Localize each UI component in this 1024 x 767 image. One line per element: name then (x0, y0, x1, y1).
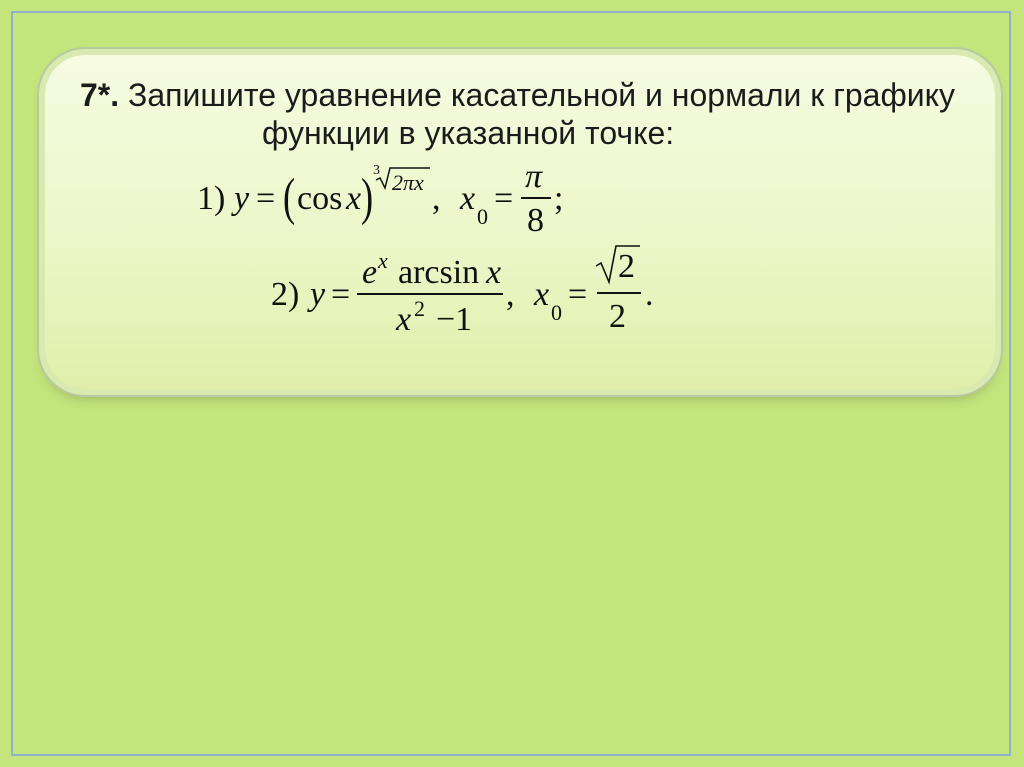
item2-fraction2-denominator: 2 (609, 298, 626, 335)
item1-root-body: 2πx (392, 170, 424, 195)
item1-fraction-numerator: π (525, 158, 543, 195)
task-heading-line2 (262, 114, 674, 152)
item2-label: 2) (271, 276, 300, 313)
item1-equals2: = (494, 180, 514, 217)
item2-comma: , (506, 276, 515, 313)
item2-den-rest: −1 (436, 301, 473, 338)
item1-equals: = (256, 180, 276, 217)
item2-num-e-sup: x (378, 248, 388, 273)
item1-x0-sub: 0 (477, 204, 488, 229)
item2-equals: = (331, 276, 351, 313)
item1-y: y (234, 180, 250, 217)
item1-fraction-line (521, 197, 551, 199)
task-text-line2: функции в указанной точке: (262, 115, 675, 151)
item2-equals2: = (568, 276, 588, 313)
item1-fraction-denominator: 8 (527, 202, 544, 239)
item2-fraction-line (357, 293, 503, 295)
task-number: 7*. (80, 77, 120, 113)
item1-comma: , (432, 180, 441, 217)
item2-den-sup: 2 (414, 296, 425, 321)
item1-root-index: 3 (373, 163, 380, 178)
item2-x0-sub: 0 (551, 300, 562, 325)
item1-label: 1) (197, 180, 226, 217)
task-heading-line1 (80, 76, 955, 114)
item1-semicolon: ; (554, 180, 564, 217)
item1-x0: x (460, 180, 476, 217)
item2-x0: x (534, 276, 550, 313)
item2-num-func: arcsin (398, 254, 480, 291)
item2-num-e: e (362, 254, 378, 291)
item2-num-x: x (486, 254, 502, 291)
item1-x: x (346, 180, 362, 217)
item1-cos: cos (297, 180, 343, 217)
item2-y: y (310, 276, 326, 313)
item2-sqrt-body: 2 (618, 248, 635, 285)
item1-right-paren: ) (361, 169, 374, 226)
item2-den-x: x (396, 301, 412, 338)
item1-left-paren: ( (283, 169, 296, 226)
item2-period: . (645, 276, 654, 313)
item2-fraction2-line (597, 292, 641, 294)
task-text-line1: Запишите уравнение касательной и нормали к графику (128, 77, 956, 113)
